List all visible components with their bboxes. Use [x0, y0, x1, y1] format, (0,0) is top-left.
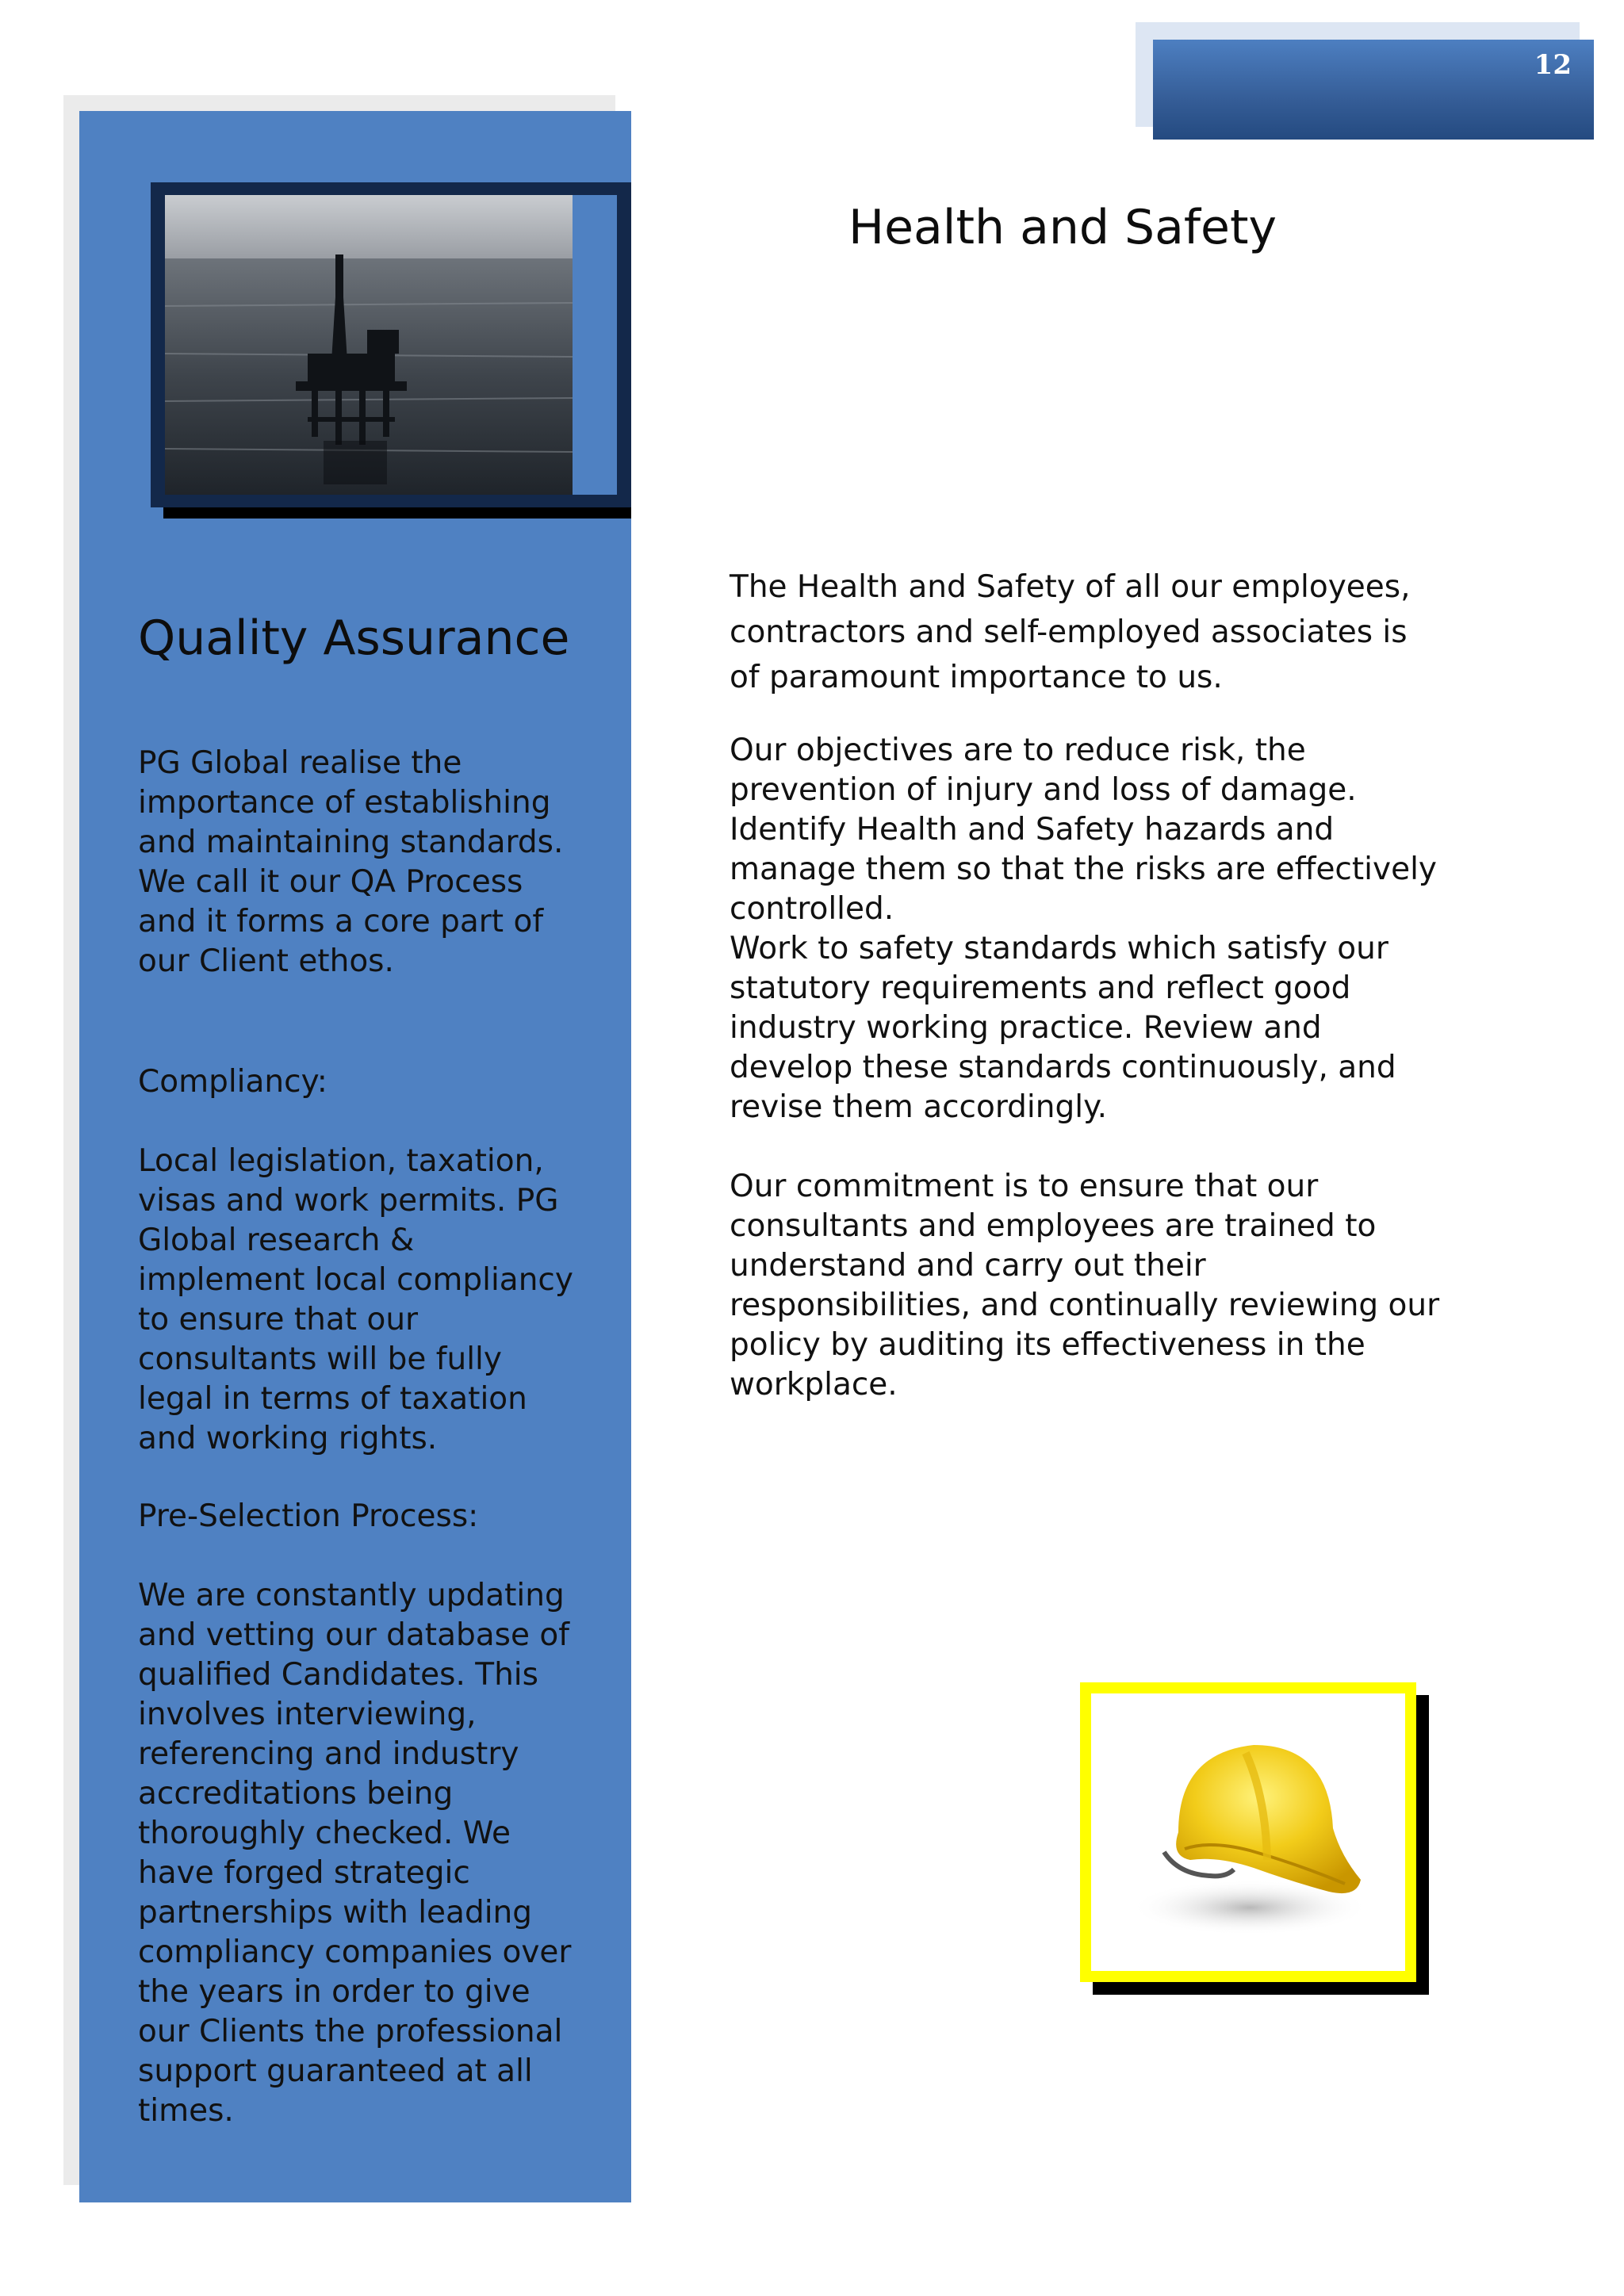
hs-paragraph-3: Work to safety standards which satisfy our statutory requirements and reflect good industry working practice. Review and develop these standards continuously, and revise them accordingly.	[730, 931, 1396, 1125]
preselection-heading: Pre-Selection Process:	[138, 1498, 479, 1534]
helmet-photo-background	[1091, 1693, 1405, 1971]
hs-paragraph-2: Our objectives are to reduce risk, the prevention of injury and loss of damage. Identify Health and Safety hazards and manage them so that the risks are effectively controlled.	[730, 733, 1437, 927]
page-number: 12	[1534, 49, 1572, 81]
page-number-badge	[1153, 40, 1594, 140]
rig-photo-side-strip	[573, 195, 617, 495]
helmet-photo-frame	[1080, 1682, 1416, 1982]
hard-hat-icon	[1091, 1693, 1405, 1971]
rig-photo-frame	[151, 182, 631, 507]
preselection-paragraph: We are constantly updating and vetting our database of qualified Candidates. This involves interviewing, referencing and industry accreditations being thoroughly checked. We have forged strategic partnerships with leading compliancy companies over the years in order to give our Clients the professional support guaranteed at all times.	[138, 1578, 572, 2129]
offshore-rig-photo-icon	[165, 195, 573, 495]
health-and-safety-title: Health and Safety	[848, 200, 1277, 255]
qa-intro-paragraph: PG Global realise the importance of establishing and maintaining standards. We call it our QA Process and it forms a core part of our Client ethos.	[138, 745, 564, 979]
hs-paragraph-4: Our commitment is to ensure that our consultants and employees are trained to understand and carry out their responsibilities, and continually reviewing our policy by auditing its effectiveness in the workplace.	[730, 1169, 1440, 1402]
compliancy-paragraph: Local legislation, taxation, visas and work permits. PG Global research & implement local compliancy to ensure that our consultants will be fully legal in terms of taxation and working rights.	[138, 1143, 573, 1456]
quality-assurance-title: Quality Assurance	[138, 610, 570, 666]
hs-paragraph-1: The Health and Safety of all our employees, contractors and self-employed associates is of paramount importance to us.	[730, 569, 1411, 695]
compliancy-heading: Compliancy:	[138, 1064, 327, 1100]
